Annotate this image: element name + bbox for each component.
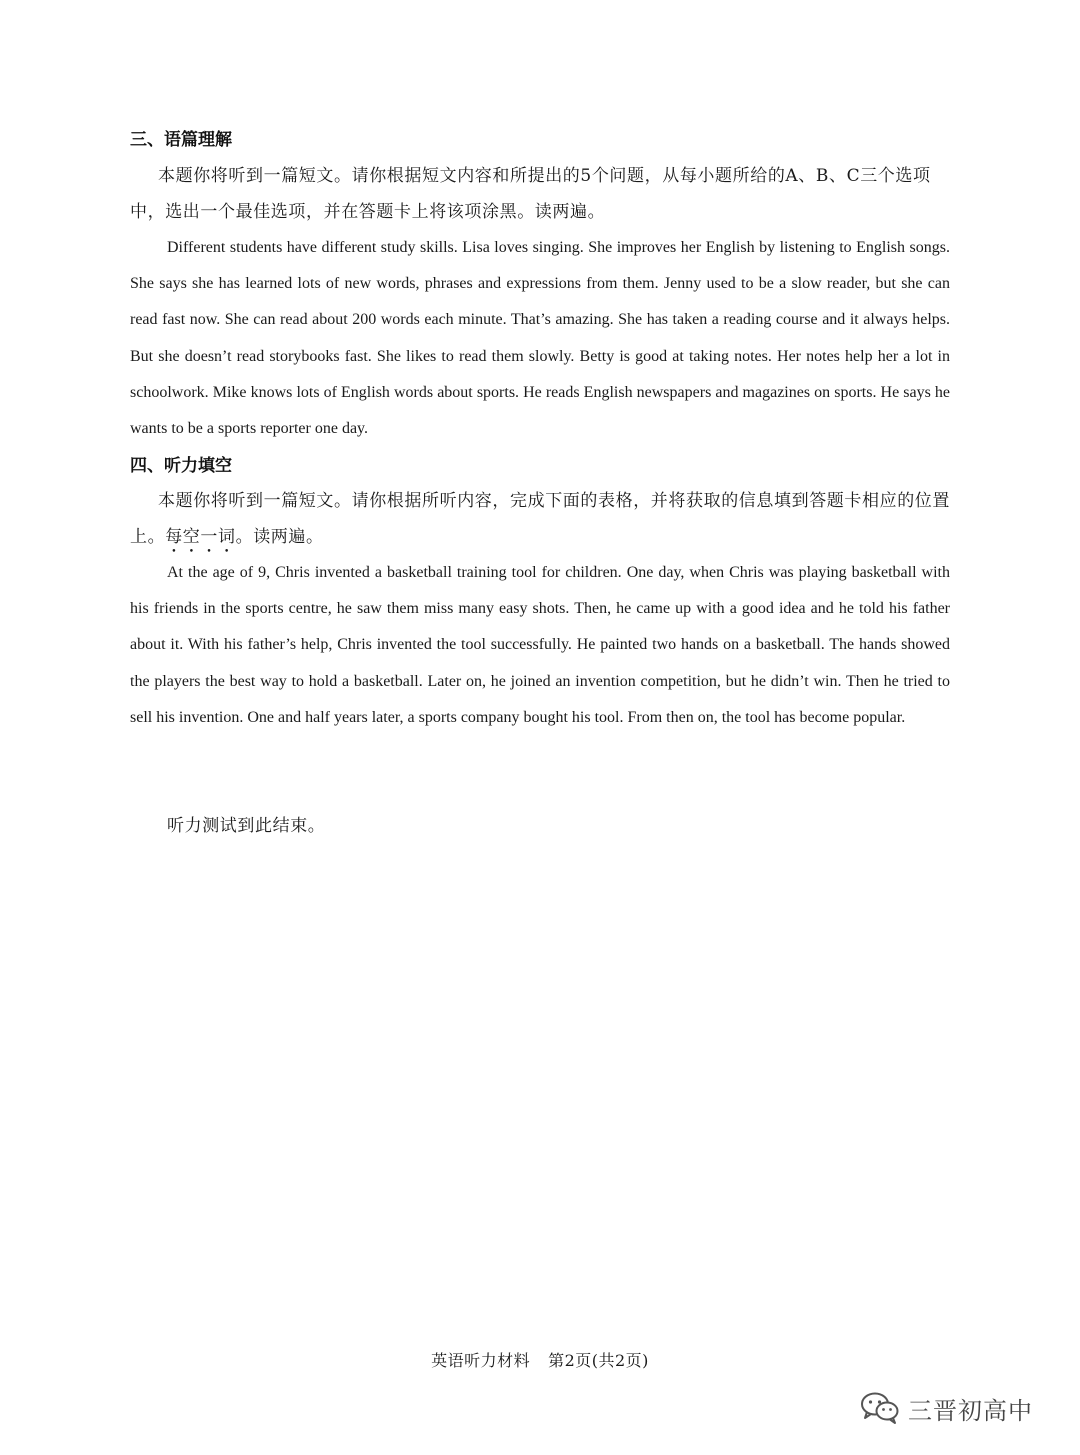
section-4-instruction-emphasis: 每空一词 <box>165 527 236 547</box>
section-4-heading: 四、听力填空 <box>130 456 232 476</box>
section-4-passage: At the age of 9, Chris invented a basketball training tool for children. One day, when Chris was playing basketball with his friends in the sports centre, he saw them miss many easy shots. Then, he came up with a good idea and he told his father about it. With his father’s help, Chris invented the tool successfully. He painted two hands on a basketball. The hands showed the players the best way to hold a basketball. Later on, he joined an invention competition, but he didn’t win. Then he tried to sell his invention. One and half years later, a sports company bought his tool. From then on, the tool has become popular. <box>130 564 950 726</box>
wechat-icon <box>860 1391 900 1425</box>
section-4-instruction <box>130 483 950 557</box>
section-3-heading: 三、语篇理解 <box>130 130 232 150</box>
section-4-instruction-text: 本题你将听到一篇短文。请你根据所听内容，完成下面的表格，并将获取的信息填到答题卡相应的位置上。 <box>130 491 950 547</box>
watermark <box>860 1388 1033 1428</box>
section-3-passage: Different students have different study skills. Lisa loves singing. She improves her English by listening to English songs. She says she has learned lots of new words, phrases and expressions from them. Jenny used to be a slow reader, but she can read fast now. She can read about 200 words each minute. That’s amazing. She has taken a reading course and it always helps. But she doesn’t read storybooks fast. She likes to read them slowly. Betty is good at taking notes. Her notes help her a lot in schoolwork. Mike knows lots of English words about sports. He reads English newspapers and magazines on sports. He says he wants to be a sports reporter one day. <box>130 239 950 438</box>
section-4-instruction-tail: 。读两遍。 <box>235 527 324 547</box>
page-footer <box>0 1350 1080 1372</box>
watermark-text: 三晋初高中 <box>908 1396 1033 1425</box>
end-note: 听力测试到此结束。 <box>167 816 326 836</box>
footer-title: 英语听力材料 <box>431 1351 531 1370</box>
footer-page-number: 第2页(共2页) <box>548 1351 649 1370</box>
section-3-instruction: 本题你将听到一篇短文。请你根据短文内容和所提出的5个问题，从每小题所给的A、B、C三个选项中，选出一个最佳选项，并在答题卡上将该项涂黑。读两遍。 <box>130 166 931 222</box>
